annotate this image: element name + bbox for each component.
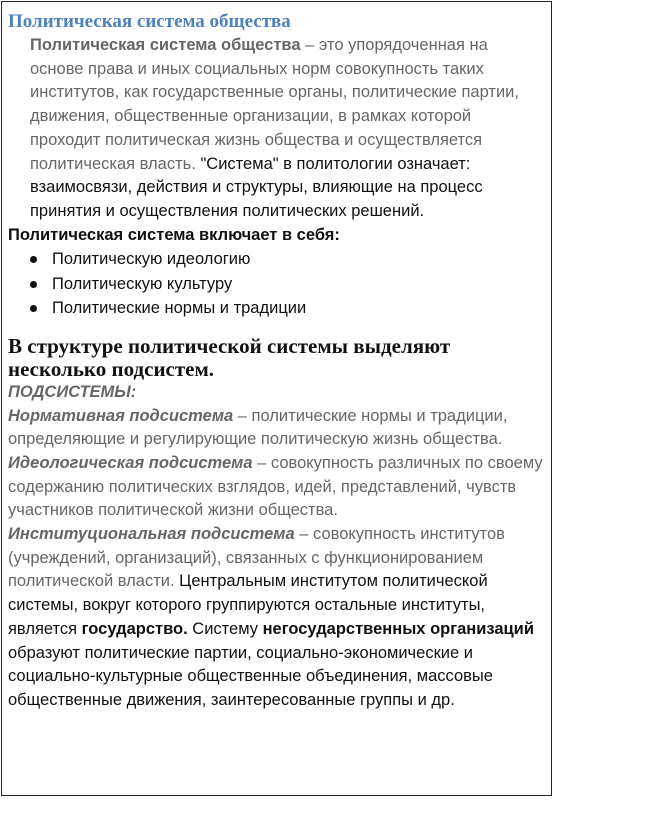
subsystem-text: – политические нормы и традиции, определяющие и регулирующие политическую жизнь общества. — [8, 406, 508, 449]
subsystem-text: – совокупность различных по своему содержанию политических взглядов, идей, представлений, чувств участников политической жизни общества. — [8, 453, 543, 520]
intro-term: Политическая система общества — [30, 36, 301, 54]
list-item: Политическую идеологию — [8, 247, 545, 272]
intro-paragraph — [8, 34, 545, 224]
subsystem-name: Институциональная подсистема — [8, 525, 295, 544]
subsystem-name: Идеологическая подсистема — [8, 453, 253, 472]
subsystem-normative — [8, 405, 545, 452]
system-note: "Система" в политологии означает: взаимосвязи, действия и структуры, влияющие на процесс принятия и осуществления политических решений. — [30, 154, 483, 220]
subsystem-institutional — [8, 523, 545, 713]
intro-definition: – это упорядоченная на основе права и иных социальных норм совокупность таких институтов, как государственные органы, политические партии, движения, общественные организации, в рамках которой проходит политическая жизнь общества и осуществляется политическая власть. — [30, 36, 519, 173]
page-title: Политическая система общества — [8, 11, 291, 32]
structure-heading: В структуре политической системы выделяют несколько подсистем. — [8, 333, 451, 381]
list-item: Политические нормы и традиции — [8, 296, 545, 321]
subsystem-ideological — [8, 452, 545, 523]
document-page — [1, 1, 552, 796]
includes-list — [8, 247, 545, 321]
subsystem-name: Нормативная подсистема — [8, 406, 234, 425]
bullet-icon — [30, 281, 37, 288]
bullet-icon — [30, 256, 37, 263]
list-item: Политическую культуру — [8, 272, 545, 297]
institutional-tail: Центральным институтом политической системы, вокруг которого группируются остальные институты, является государство. Систему негосударственных организаций образуют политические партии, социально-экономические и социально-культурные общественные объединения, массовые общественные движения, заинтересованные группы и др. — [8, 572, 534, 709]
subsystems-label: ПОДСИСТЕМЫ: — [8, 382, 137, 401]
subsystem-text: – совокупность институтов (учреждений, организаций), связанных с функционированием политической власти. — [8, 525, 505, 591]
includes-heading: Политическая система включает в себя: — [8, 225, 340, 244]
bullet-icon — [30, 305, 37, 312]
